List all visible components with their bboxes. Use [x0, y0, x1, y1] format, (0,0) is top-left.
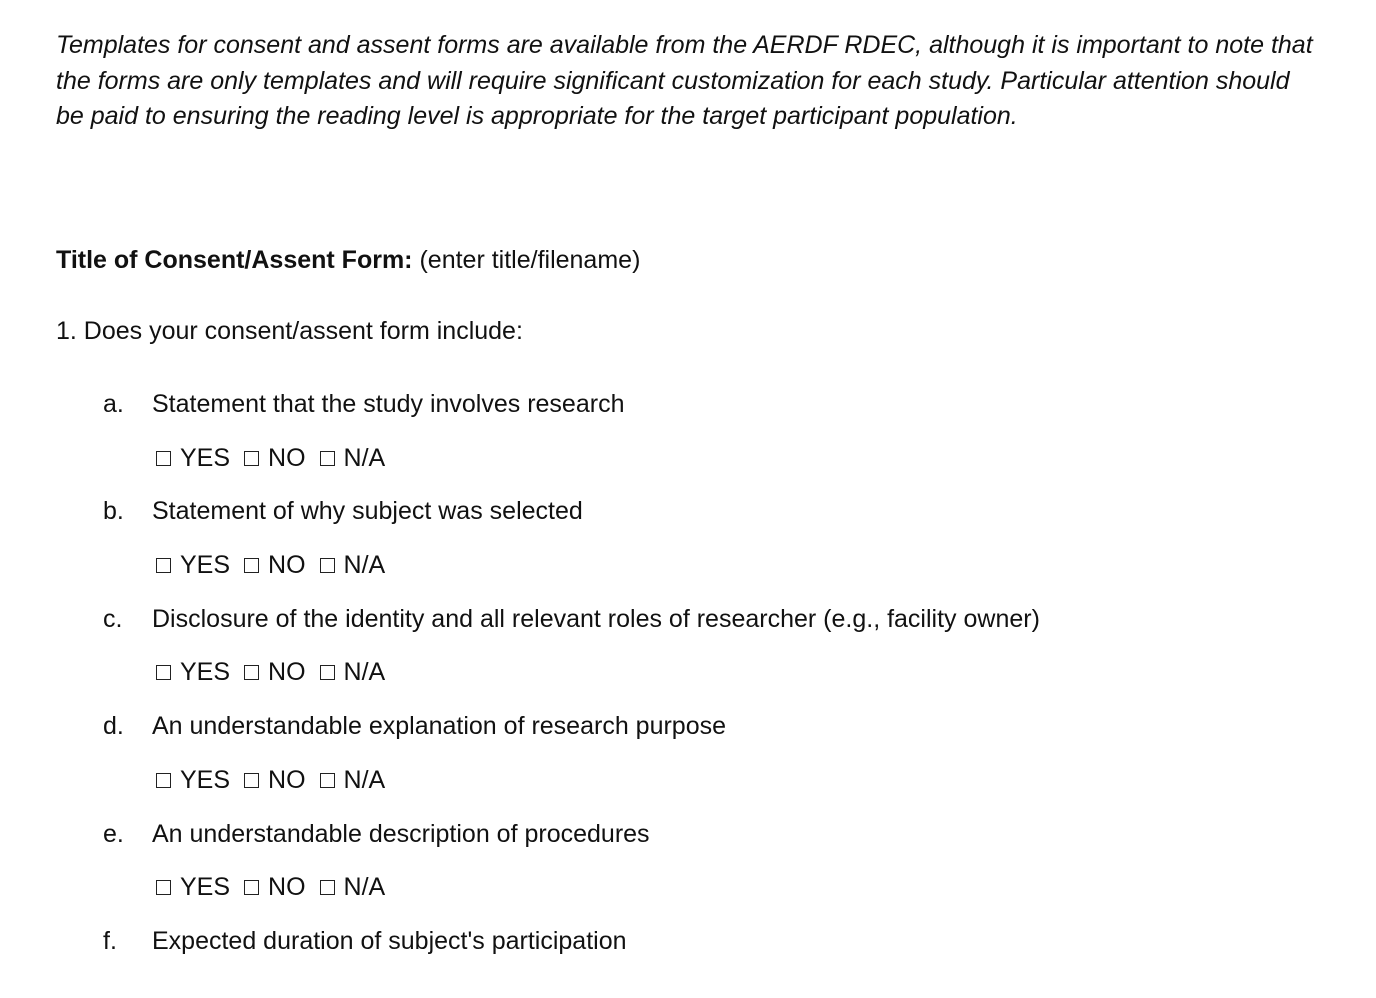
item-letter: a. [103, 390, 124, 418]
checkbox-icon [244, 773, 259, 788]
form-title-line [56, 243, 640, 277]
no-label: NO [268, 658, 306, 686]
answer-options-e [152, 870, 395, 904]
na-label: N/A [343, 873, 386, 901]
checklist-item-f [0, 924, 1376, 958]
checkbox-icon [244, 451, 259, 466]
checklist-item-d [0, 709, 1376, 743]
na-label: N/A [343, 444, 386, 472]
item-letter: c. [103, 605, 123, 633]
item-letter: e. [103, 820, 124, 848]
na-checkbox[interactable] [316, 763, 386, 797]
checkbox-icon [156, 451, 171, 466]
yes-label: YES [180, 444, 231, 472]
checkbox-icon [156, 558, 171, 573]
yes-checkbox[interactable] [152, 870, 230, 904]
checkbox-icon [156, 773, 171, 788]
na-label: N/A [343, 658, 386, 686]
item-text: An understandable explanation of research purpose [152, 712, 727, 740]
na-checkbox[interactable] [316, 441, 386, 475]
checkbox-icon [244, 558, 259, 573]
item-text: Expected duration of subject's participation [152, 927, 627, 955]
checkbox-icon [320, 558, 335, 573]
no-checkbox[interactable] [240, 763, 306, 797]
answer-options-a [152, 441, 395, 475]
checkbox-icon [320, 773, 335, 788]
checkbox-icon [320, 880, 335, 895]
no-label: NO [268, 873, 306, 901]
yes-checkbox[interactable] [152, 763, 230, 797]
checklist-item-a [0, 387, 1376, 421]
item-text: Statement of why subject was selected [152, 497, 583, 525]
yes-checkbox[interactable] [152, 441, 230, 475]
no-checkbox[interactable] [240, 441, 306, 475]
item-letter: b. [103, 497, 124, 525]
na-checkbox[interactable] [316, 655, 386, 689]
checkbox-icon [244, 665, 259, 680]
na-label: N/A [343, 551, 386, 579]
item-text: An understandable description of procedures [152, 820, 650, 848]
item-letter: f. [103, 927, 117, 955]
checklist-item-b [0, 494, 1376, 528]
na-label: N/A [343, 766, 386, 794]
no-checkbox[interactable] [240, 655, 306, 689]
checkbox-icon [320, 665, 335, 680]
checkbox-icon [156, 665, 171, 680]
checkbox-icon [156, 880, 171, 895]
yes-label: YES [180, 873, 231, 901]
no-label: NO [268, 551, 306, 579]
yes-label: YES [180, 658, 231, 686]
item-text: Statement that the study involves research [152, 390, 625, 418]
na-checkbox[interactable] [316, 548, 386, 582]
yes-checkbox[interactable] [152, 548, 230, 582]
answer-options-c [152, 655, 395, 689]
item-letter: d. [103, 712, 124, 740]
no-checkbox[interactable] [240, 548, 306, 582]
checkbox-icon [244, 880, 259, 895]
question-heading: 1. Does your consent/assent form include: [56, 317, 523, 345]
intro-paragraph: Templates for consent and assent forms are available from the AERDF RDEC, although it is important to note that the forms are only templates and will require significant customization for each study. Particular attention should be paid to ensuring the reading level is appropriate for the target participant population. [56, 31, 1313, 130]
answer-options-b [152, 548, 395, 582]
form-title-value[interactable]: (enter title/filename) [419, 246, 641, 274]
no-checkbox[interactable] [240, 870, 306, 904]
no-label: NO [268, 766, 306, 794]
yes-label: YES [180, 766, 231, 794]
na-checkbox[interactable] [316, 870, 386, 904]
checkbox-icon [320, 451, 335, 466]
item-text: Disclosure of the identity and all relevant roles of researcher (e.g., facility owner) [152, 605, 1040, 633]
yes-label: YES [180, 551, 231, 579]
checklist-item-e [0, 817, 1376, 851]
yes-checkbox[interactable] [152, 655, 230, 689]
form-title-label: Title of Consent/Assent Form: [56, 246, 413, 274]
checklist-item-c [0, 602, 1376, 636]
answer-options-d [152, 763, 395, 797]
no-label: NO [268, 444, 306, 472]
